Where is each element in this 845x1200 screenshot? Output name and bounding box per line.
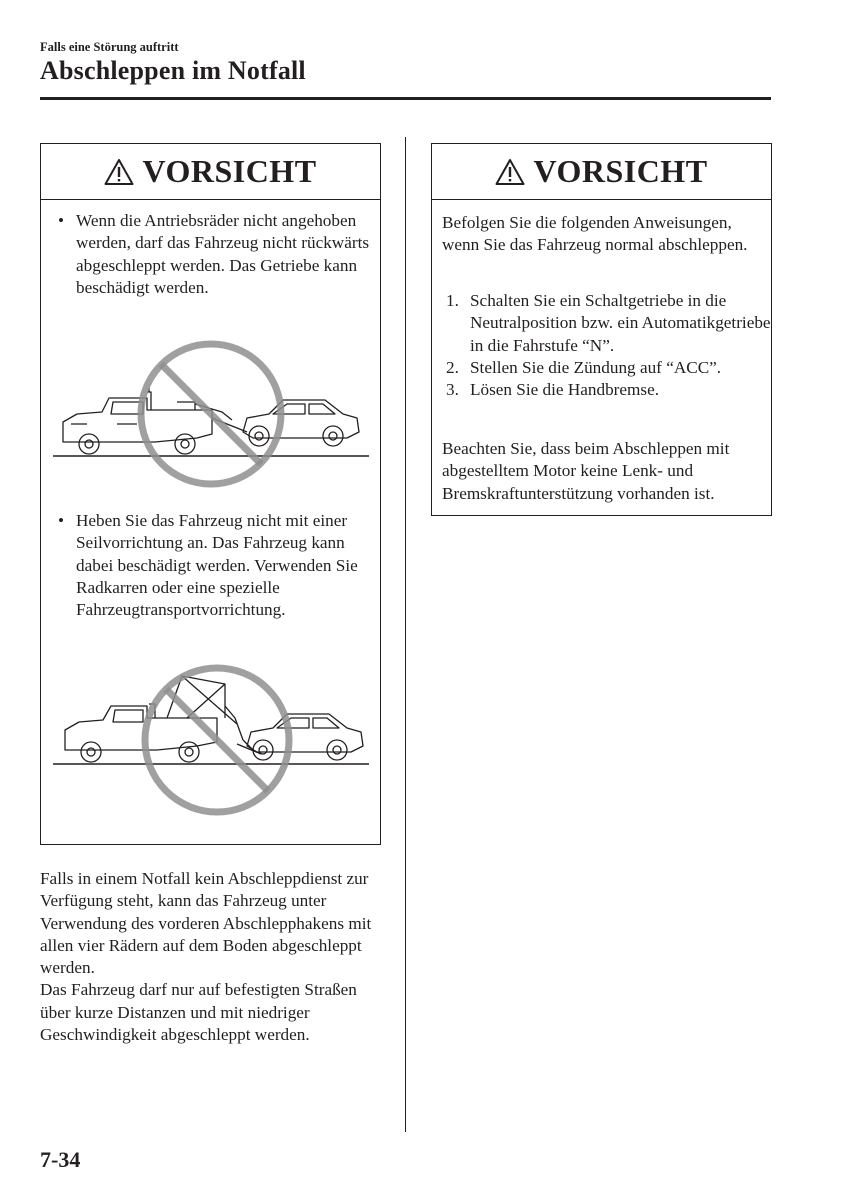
bullet-text: Wenn die Antriebsräder nicht angehoben werden, darf das Fahrzeug nicht rückwärts abgeschleppt werden. Das Getriebe kann beschädigt werden. xyxy=(76,211,370,297)
bullet-text: Heben Sie das Fahrzeug nicht mit einer Seilvorrichtung an. Das Fahrzeug kann dabei beschädigt werden. Verwenden Sie Radkarren oder eine spezielle Fahrzeugtransportvorrichtung. xyxy=(76,511,358,620)
prohibited-reverse-towing-illustration xyxy=(47,334,375,494)
step-number: 2. xyxy=(446,357,459,377)
body-paragraph: Das Fahrzeug darf nur auf befestigten Straßen über kurze Distanzen und mit niedriger Geschwindigkeit abgeschleppt werden. xyxy=(40,980,357,1045)
caution-header xyxy=(432,144,771,200)
caution-header xyxy=(41,144,380,200)
step-number: 3. xyxy=(446,380,459,400)
caution-heading: VORSICHT xyxy=(142,153,317,189)
bullet-dot: • xyxy=(58,511,65,530)
tow-truck-drawing xyxy=(65,676,243,762)
bullet-dot: • xyxy=(58,211,65,230)
section-label: Falls eine Störung auftritt xyxy=(40,40,179,54)
prohibited-sling-towing-illustration xyxy=(47,654,375,824)
right-caution-box xyxy=(431,143,772,516)
caution-heading: VORSICHT xyxy=(533,153,708,189)
page-number: 7-34 xyxy=(40,1147,81,1172)
step-text: Lösen Sie die Handbremse. xyxy=(470,380,660,400)
list-item xyxy=(446,357,776,379)
caution-bullet xyxy=(58,210,383,299)
step-text: Stellen Sie die Zündung auf “ACC”. xyxy=(470,357,722,377)
step-number: 1. xyxy=(446,291,459,310)
warning-triangle-icon xyxy=(495,158,525,186)
column-divider xyxy=(405,137,406,1132)
left-caution-box xyxy=(40,143,381,845)
step-text: Schalten Sie ein Schaltgetriebe in die Neutralposition bzw. ein Automatikgetriebe in die Fahrstufe “N”. xyxy=(470,291,771,355)
list-item xyxy=(446,379,776,401)
body-paragraph: Falls in einem Notfall kein Abschleppdienst zur Verfügung steht, kann das Fahrzeug unter Verwendung des vorderen Abschlepphakens mit allen vier Rädern auf dem Boden abgeschleppt werden. xyxy=(40,869,372,978)
caution-steps-list xyxy=(446,290,776,401)
body-text-block xyxy=(40,868,380,1046)
towed-car-drawing xyxy=(243,400,359,446)
caution-bullet xyxy=(58,510,383,621)
caution-intro: Befolgen Sie die folgenden Anweisungen, wenn Sie das Fahrzeug normal abschleppen. xyxy=(442,213,748,255)
warning-triangle-icon xyxy=(104,158,134,186)
towed-car-drawing xyxy=(237,714,363,760)
prohibition-sign-icon xyxy=(141,344,281,484)
page-title: Abschleppen im Notfall xyxy=(40,56,306,85)
caution-note: Beachten Sie, dass beim Abschleppen mit abgestelltem Motor keine Lenk- und Bremskraftunterstützung vorhanden ist. xyxy=(442,439,730,503)
prohibition-sign-icon xyxy=(145,668,289,812)
list-item xyxy=(446,290,776,357)
title-rule xyxy=(40,97,771,100)
